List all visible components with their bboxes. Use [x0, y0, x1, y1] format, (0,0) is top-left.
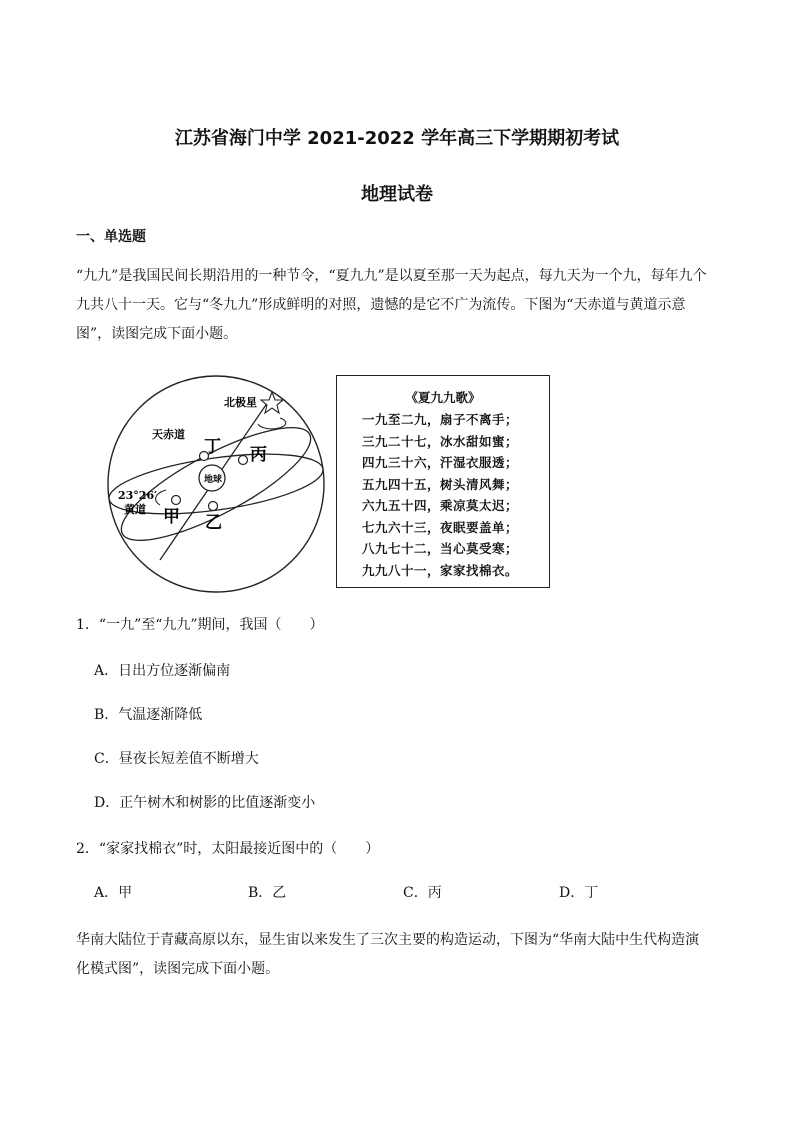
question-1-option-b: B．气温逐渐降低: [94, 707, 203, 723]
celestial-sphere-diagram: [100, 370, 340, 600]
passage-1-line-2: 九共八十一天。它与“冬九九”形成鲜明的对照，遗憾的是它不广为流传。下图为“天赤道与黄道示意: [76, 297, 686, 313]
poem-line: 三九二十七，冰水甜如蜜；: [362, 433, 519, 449]
poem-line: 九九八十一，家家找棉衣。: [362, 562, 519, 578]
question-2-option-b: B．乙: [248, 885, 287, 901]
point-bing: [239, 456, 248, 465]
poem-line: 五九四十五，树头清风舞；: [362, 476, 519, 492]
label-polaris: 北极星: [224, 396, 257, 409]
point-yi: [209, 502, 218, 511]
label-bing: 丙: [250, 445, 267, 465]
angle-arc: [156, 490, 166, 505]
poem-lines: [362, 410, 518, 582]
poem-title: 《夏九九歌》: [405, 390, 481, 405]
label-angle: 23°26′: [118, 489, 158, 502]
question-1-option-d: D．正午树木和树影的比值逐渐变小: [94, 795, 316, 811]
polaris-star-icon: [261, 392, 283, 413]
label-ding: 丁: [204, 437, 221, 457]
poem-line: 七九六十三，夜眠要盖单；: [362, 519, 519, 535]
passage-2-line-2: 化模式图”，读图完成下面小题。: [76, 961, 280, 977]
rotation-arrow: [258, 418, 286, 429]
question-2-option-d: D．丁: [559, 885, 599, 901]
label-jia: 甲: [163, 507, 180, 527]
poem-line: 四九三十六，汗湿衣服透；: [362, 455, 519, 470]
section-heading: 一、单选题: [76, 229, 146, 245]
question-2-option-a: A．甲: [94, 885, 133, 901]
passage-1: [76, 262, 724, 349]
passage-2-line-1: 华南大陆位于青藏高原以东，显生宙以来发生了三次主要的构造运动，下图为“华南大陆中生代构造演: [76, 932, 700, 948]
question-1-stem: 1．“一九”至“九九”期间，我国（ ）: [76, 617, 324, 633]
document-subtitle: 地理试卷: [361, 184, 433, 205]
point-jia: [172, 496, 181, 505]
poem-line: 八九七十二，当心莫受寒；: [362, 541, 519, 556]
passage-1-line-1: “九九”是我国民间长期沿用的一种节令，“夏九九”是以夏至那一天为起点，每九天为一个九，每年九个: [76, 268, 707, 284]
label-ecliptic: 黄道: [124, 503, 146, 516]
passage-1-line-3: 图”，读图完成下面小题。: [76, 326, 238, 342]
label-earth: 地球: [204, 475, 223, 485]
poem-box: [336, 375, 550, 588]
question-2-option-c: C．丙: [403, 885, 442, 901]
poem-line: 一九至二九，扇子不离手；: [362, 412, 519, 427]
document-title: 江苏省海门中学 2021-2022 学年高三下学期期初考试: [174, 128, 620, 149]
passage-2: [76, 926, 724, 984]
question-1-option-c: C．昼夜长短差值不断增大: [94, 751, 259, 767]
label-yi: 乙: [205, 513, 222, 533]
question-1-option-a: A．日出方位逐渐偏南: [94, 663, 231, 679]
poem-line: 六九五十四，乘凉莫太迟；: [362, 498, 519, 513]
label-celestial-equator: 天赤道: [152, 428, 185, 441]
question-2-stem: 2．“家家找棉衣”时，太阳最接近图中的（ ）: [76, 841, 380, 857]
